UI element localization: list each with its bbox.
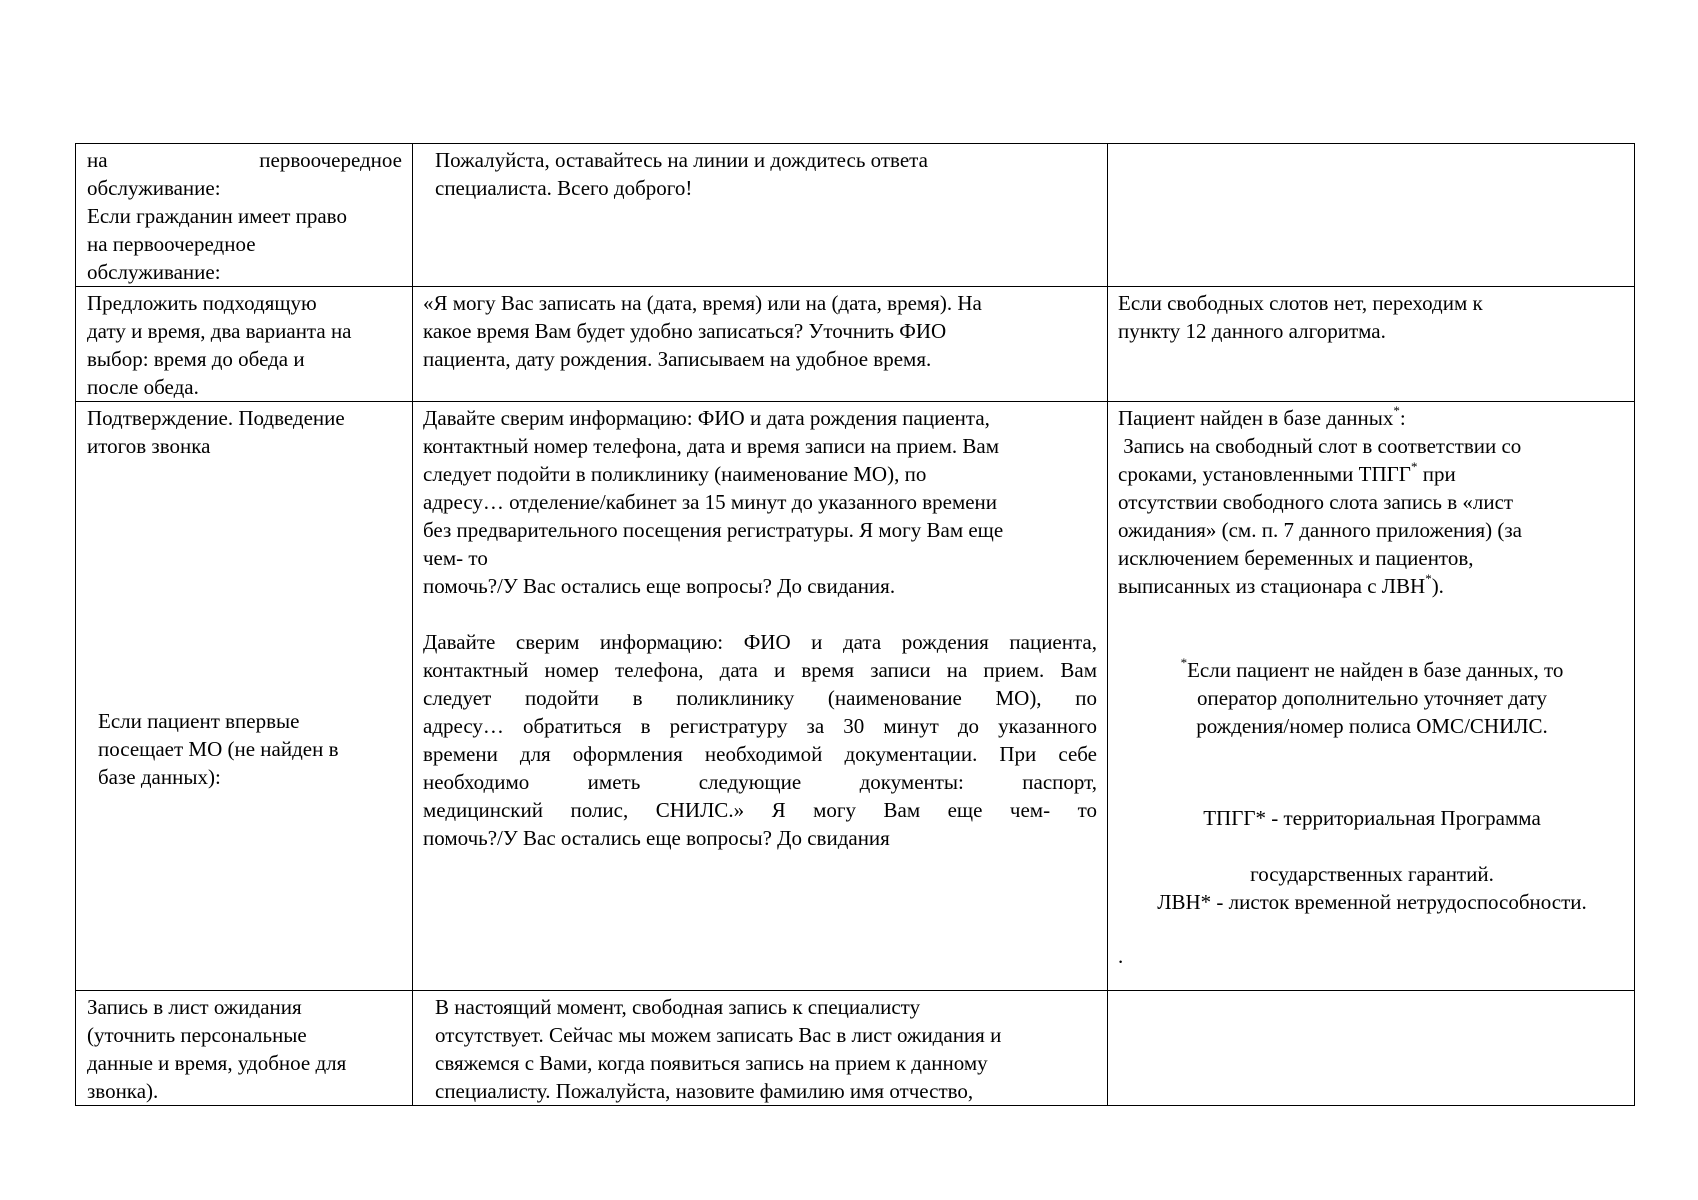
script-paragraph-known: Давайте сверим информацию: ФИО и дата рождения пациента, контактный номер телефона, дата и время записи на прием. Вам следует подойти в поликлинику (наименование МО), по адресу… отделение/кабинет за 15 минут до указанного времени без предварительного посещения регистратуры. Я могу Вам еще чем- то помочь?/У Вас остались еще вопросы? До свидания. (423, 406, 1004, 598)
text-line: выбор: время до обеда и (87, 347, 305, 371)
table-row (76, 287, 1635, 402)
tpgg-definition: ТПГГ* - территориальная Программа (1203, 806, 1541, 830)
tpgg-definition-cont: государственных гарантий. (1250, 862, 1494, 886)
justified-line: на первоочередное (87, 148, 402, 172)
table-row (76, 144, 1635, 287)
text-line: данные и время, удобное для (87, 1051, 347, 1075)
text-line: Если свободных слотов нет, переходим к (1118, 291, 1483, 315)
text-line: (уточнить персональные (87, 1023, 307, 1047)
text-line: Запись в лист ожидания (87, 995, 302, 1019)
step-cell (76, 991, 413, 1106)
notes-cell (1108, 402, 1635, 991)
algorithm-table (75, 143, 1635, 1106)
text-line: отсутствует. Сейчас мы можем записать Вас в лист ожидания и (435, 1023, 1002, 1047)
table-row (76, 991, 1635, 1106)
text-line: пациента, дату рождения. Записываем на удобное время. (423, 347, 932, 371)
notes-cell (1108, 144, 1635, 287)
lvn-definition: ЛВН* - листок временной нетрудоспособности. (1157, 890, 1587, 914)
text-line: после обеда. (87, 375, 199, 399)
text-line: обслуживание: (87, 260, 221, 284)
found-in-db-block: Пациент найден в базе данных*: Запись на свободный слот в соответствии со сроками, установленными ТПГГ* при отсутствии свободного слота запись в «лист ожидания» (см. п. 7 данного приложения) (за исключением беременных и пациентов, выписанных из стационара с ЛВН*). (1118, 403, 1523, 598)
text-line: звонка). (87, 1079, 159, 1103)
script-cell (413, 144, 1108, 287)
text-line: свяжемся с Вами, когда появиться запись на прием к данному (435, 1051, 988, 1075)
first-visit-label: Если пациент впервые посещает МО (не найден в базе данных): (98, 709, 339, 789)
text-line: Предложить подходящую (87, 291, 317, 315)
script-cell (413, 991, 1108, 1106)
abbreviation-notes (1118, 804, 1626, 916)
not-found-note: *Если пациент не найден в базе данных, то оператор дополнительно уточняет дату рождения/номер полиса ОМС/СНИЛС. (1180, 655, 1564, 738)
text-line: специалисту. Пожалуйста, назовите фамилию имя отчество, (435, 1079, 974, 1103)
step-cell (76, 402, 413, 991)
text-line: пункту 12 данного алгоритма. (1118, 319, 1386, 343)
trailing-dot: . (1118, 944, 1124, 968)
script-cell (413, 402, 1108, 991)
step-cell (76, 287, 413, 402)
text-line: дату и время, два варианта на (87, 319, 352, 343)
notes-cell (1108, 287, 1635, 402)
text-line: обслуживание: (87, 176, 221, 200)
script-paragraph-new: Давайте сверим информацию: ФИО и дата рождения пациента, контактный номер телефона, дата и время записи на прием. Вам следует подойти в поликлинику (наименование МО), по адресу… обратиться в регистратуру за 30 минут до указанного времени для оформления необходимой документации. При себе необходимо иметь следующие документы: паспорт, медицинский полис, СНИЛС.» Я могу Вам еще чем- то помочь?/У Вас остались еще вопросы? До свидания (423, 630, 1097, 850)
text-line: «Я могу Вас записать на (дата, время) или на (дата, время). На (423, 291, 982, 315)
text-line: итогов звонка (87, 434, 211, 458)
text-line: Подтверждение. Подведение (87, 406, 345, 430)
notes-cell (1108, 991, 1635, 1106)
text-line: В настоящий момент, свободная запись к специалисту (435, 995, 921, 1019)
text-line: Пожалуйста, оставайтесь на линии и дождитесь ответа (435, 148, 928, 172)
script-cell (413, 287, 1108, 402)
table-row (76, 402, 1635, 991)
text-line: на первоочередное (87, 232, 256, 256)
text-line: специалиста. Всего доброго! (435, 176, 693, 200)
text-line: какое время Вам будет удобно записаться? Уточнить ФИО (423, 319, 947, 343)
text-line: Если гражданин имеет право (87, 204, 347, 228)
step-cell (76, 144, 413, 287)
